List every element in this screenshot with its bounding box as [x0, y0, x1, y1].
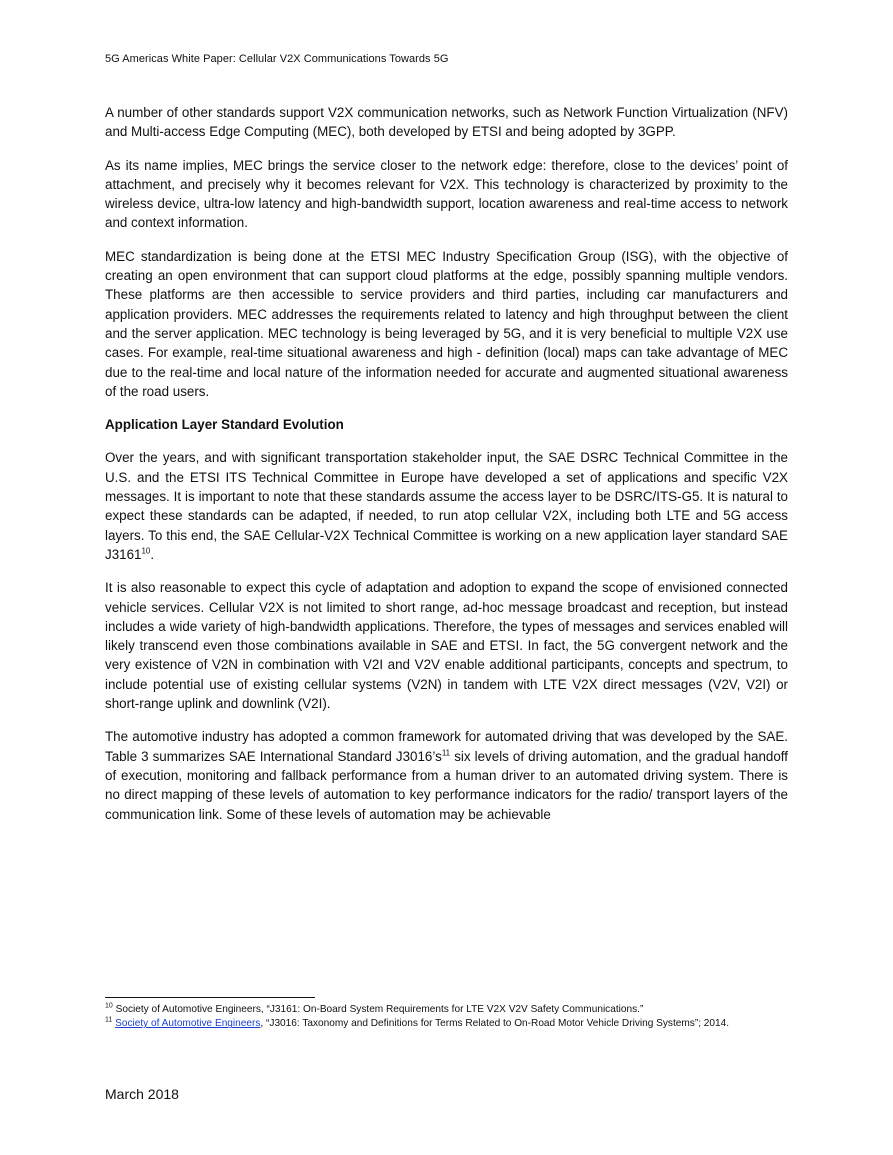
body-text: [105, 103, 788, 838]
footnote-11: [105, 1018, 788, 1030]
paragraph-text: Over the years, and with significant transportation stakeholder input, the SAE DSRC Technical Committee in the U.S. and the ETSI ITS Technical Committee in Europe have developed a set of applications and specific V2X messages. It is important to note that these standards assume the access layer to be DSRC/ITS-G5. It is natural to expect these standards can be adapted, if needed, to run atop cellular V2X, including both LTE and 5G access layers. To this end, the SAE Cellular-V2X Technical Committee is working on a new application layer standard SAE J3161: [105, 450, 788, 562]
paragraph: A number of other standards support V2X communication networks, such as Network Function Virtualization (NFV) and Multi-access Edge Computing (MEC), both developed by ETSI and being adopted by 3GPP.: [105, 105, 788, 140]
footnote-10: [105, 1004, 788, 1016]
paragraph: As its name implies, MEC brings the service closer to the network edge: therefore, close to the devices’ point of attachment, and precisely why it becomes relevant for V2X. This technology is characterized by proximity to the wireless device, ultra-low latency and high-bandwidth support, location awareness and real-time access to network and context information.: [105, 157, 788, 231]
footnote-divider: [105, 997, 315, 998]
paragraph: [105, 727, 788, 823]
paragraph-text: The automotive industry has adopted a common framework for automated driving that was developed by the SAE. Table 3 summarizes SAE International Standard J3016’s: [105, 729, 788, 764]
footnote-text: Society of Automotive Engineers, “J3161: On-Board System Requirements for LTE V2X V2V Safety Communications.”: [112, 1004, 644, 1015]
paragraph: It is also reasonable to expect this cycle of adaptation and adoption to expand the scope of envisioned connected vehicle services. Cellular V2X is not limited to short range, ad-hoc message broadcast and reception, but instead includes a wide variety of high-bandwidth applications. Therefore, the types of messages and services enabled will likely transcend even those combinations available in SAE and ETSI. In fact, the 5G convergent network and the very existence of V2N in combination with V2I and V2V enable additional participants, concepts and spectrum, to include potential use of existing cellular systems (V2N) in tandem with LTE V2X direct messages (V2V, V2I) or short-range uplink and downlink (V2I).: [105, 580, 788, 712]
footnote-text: , “J3016: Taxonomy and Definitions for Terms Related to On-Road Motor Vehicle Driving Systems”; 2014.: [260, 1018, 730, 1030]
page-header: 5G Americas White Paper: Cellular V2X Communications Towards 5G: [105, 53, 449, 65]
footnote-number: 10: [105, 1002, 113, 1010]
footnote-number: 11: [105, 1017, 113, 1025]
paragraph: MEC standardization is being done at the ETSI MEC Industry Specification Group (ISG), with the objective of creating an open environment that can support cloud platforms at the edge, possibly spanning multiple vendors. These platforms are then accessible to service providers and third parties, including car manufacturers and application providers. MEC addresses the requirements related to latency and high throughput between the client and the server application. MEC technology is being leveraged by 5G, and it is very beneficial to multiple V2X use cases. For example, real-time situational awareness and high - definition (local) maps can take advantage of MEC due to the real-time and local nature of the information needed for accurate and augmented situational awareness of the road users.: [105, 248, 788, 399]
page-footer-date: March 2018: [105, 1086, 179, 1102]
footnote-ref-11: 11: [441, 748, 451, 758]
paragraph: [105, 448, 788, 564]
footnotes: [105, 1004, 788, 1033]
paragraph-text: six levels of driving automation, and the gradual handoff of execution, monitoring and fallback performance from a human driver to an automated driving system. There is no direct mapping of these levels of automation to key performance indicators for the radio/ transport layers of the communication link. Some of these levels of automation may be achievable: [105, 748, 788, 822]
paragraph-end: .: [150, 546, 155, 562]
section-heading: Application Layer Standard Evolution: [105, 417, 344, 433]
footnote-link[interactable]: Society of Automotive Engineers: [115, 1018, 261, 1030]
footnote-ref-10: 10: [141, 546, 151, 556]
